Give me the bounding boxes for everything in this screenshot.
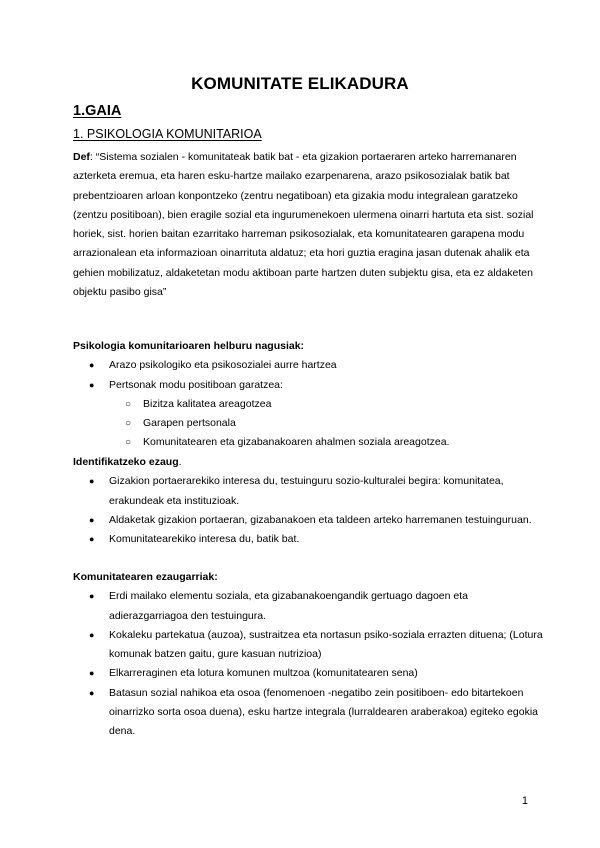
list-item-text: Garapen pertsonala: [143, 417, 236, 430]
list-item: [73, 626, 543, 665]
list-item-text: Batasun sozial nahikoa eta osoa (fenomenoen -negatibo zein positiboen- edo bitartekoen oinarrizko sorta osoa duena), esku hartze integrala (lurraldearen araberakoa) egiteko egokia dena.: [109, 686, 538, 738]
list-item-text: Erdi mailako elementu soziala, eta gizabanakoengandik gertuago dagoen eta adierazgarriagoa den testuingura.: [109, 590, 468, 622]
hollow-bullet-icon: ○: [125, 418, 132, 430]
list-item: [73, 511, 543, 530]
bullet-icon: ●: [89, 687, 95, 698]
list-identifikatzeko: [73, 472, 543, 549]
list-item-text: Komunitatearen eta gizabanakoaren ahalmen soziala areagotzea.: [143, 436, 450, 449]
list-item-text: Pertsonak modu positiboan garatzea:: [109, 378, 283, 391]
definition-label: Def: [73, 151, 90, 163]
sub-list-item: [73, 414, 543, 433]
list-item: [73, 376, 543, 395]
list-item-text: Arazo psikologiko eta psikosozialei aurre hartzea: [109, 359, 337, 372]
bullet-icon: ●: [89, 534, 95, 545]
section-title-helburuak: Psikologia komunitarioaren helburu nagusiak:: [73, 340, 305, 352]
list-item-text: Bizitza kalitatea areagotzea: [143, 397, 272, 410]
list-item-text: Elkarreraginen eta lotura komunen multzoa (komunitatearen sena): [109, 667, 418, 680]
bullet-icon: ●: [89, 379, 95, 390]
list-item: [73, 472, 543, 511]
section-title-ezaugarriak: Komunitatearen ezaugarriak:: [73, 571, 218, 583]
hollow-bullet-icon: ○: [125, 437, 132, 449]
section-identifikatzeko: [73, 453, 543, 549]
list-item: [73, 356, 543, 375]
list-item-text: Aldaketak gizakion portaeran, gizabanakoen eta taldeen arteko harremanen testuinguruan.: [109, 513, 532, 526]
list-item-text: Kokaleku partekatua (auzoa), sustraitzea eta nortasun psiko-soziala errazten dituena; (Lotura komunak batzen gaitu, gure kasuan nutrizioa): [109, 628, 543, 661]
list-item: [73, 587, 543, 626]
section-helburuak: [73, 337, 543, 453]
section-ezaugarriak: [73, 568, 543, 742]
sub-list-item: [73, 395, 543, 414]
bullet-icon: ●: [89, 591, 95, 602]
list-item: [73, 664, 543, 683]
section-title-identifikatzeko: Identifikatzeko ezaug.: [73, 456, 182, 468]
list-item: [73, 530, 543, 549]
heading-gaia: 1.GAIA: [73, 103, 122, 119]
list-ezaugarriak: [73, 587, 543, 741]
definition-paragraph: [73, 148, 535, 302]
list-item: [73, 684, 543, 742]
bullet-icon: ●: [89, 360, 95, 371]
page-number: 1: [521, 795, 528, 807]
bullet-icon: ●: [89, 514, 95, 525]
bullet-icon: ●: [89, 629, 95, 640]
heading-psikologia-komunitarioa: 1. PSIKOLOGIA KOMUNITARIOA: [73, 127, 262, 141]
list-helburuak: [73, 356, 543, 452]
list-item-text: Gizakion portaerarekiko interesa du, testuinguru sozio-kulturalei begira: komunitatea, erakundeak eta instituzioak.: [109, 475, 504, 507]
definition-text: : “Sistema sozialen - komunitateak batik bat - eta gizakion portaeraren arteko harremanaren azterketa eremua, eta haren esku-hartze mailako ezarpenarena, arazo psikosozialak batik bat prebentzioaren arloan konpontzeko (zentru negatiboan) eta gizakia modu integralean garatzeko (zentzu positiboan), bien eragile sozial eta ingurumenekoen ulermena oinarri hartuta eta sist. sozial horiek, sist. horien baitan ezarritako harreman psikosozialak, eta komunitatearen garapena modu arrazionalean eta informazioan oinarrituta aldatuz; eta hori guztia eragina jasan dutenak ahalik eta gehien mobilizatuz, aldaketetan modu aktiboan parte hartzen duten subjektu gisa, eta ez aldaketen objektu pasibo gisa”: [73, 151, 534, 299]
bullet-icon: ●: [89, 668, 95, 679]
sub-list-item: [73, 433, 543, 452]
list-item-text: Komunitatearekiko interesa du, batik bat.: [109, 533, 300, 546]
hollow-bullet-icon: ○: [125, 398, 132, 410]
bullet-icon: ●: [89, 476, 95, 487]
document-title: KOMUNITATE ELIKADURA: [191, 74, 409, 93]
